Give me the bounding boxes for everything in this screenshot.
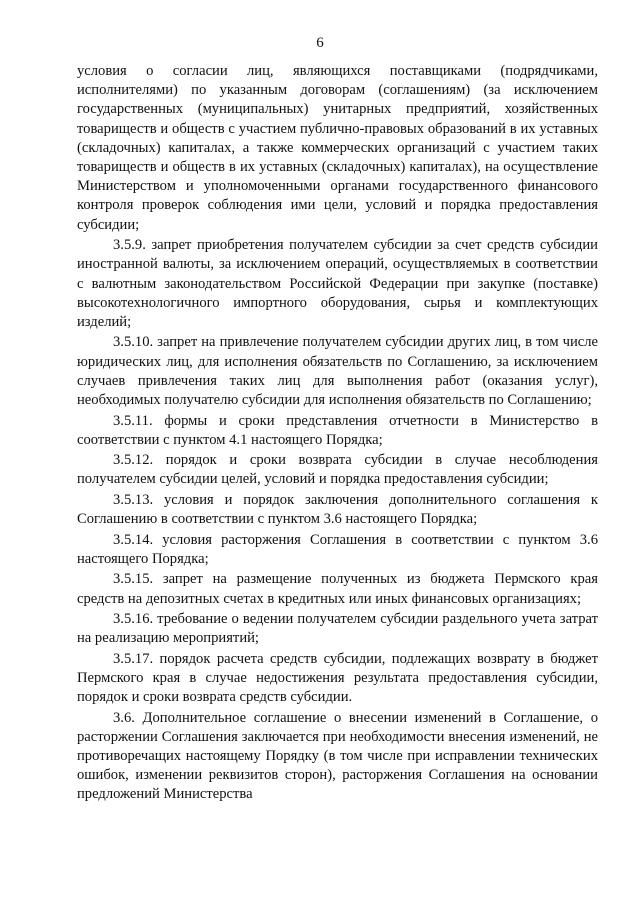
- paragraph-3-5-15: 3.5.15. запрет на размещение полученных из бюджета Пермского края средств на депозитных счетах в кредитных или иных финансовых организациях;: [77, 571, 598, 607]
- paragraph-continuation: условия о согласии лиц, являющихся поставщиками (подрядчиками, исполнителями) по указанным договорам (соглашениям) (за исключением государственных (муниципальных) унитарных предприятий, хозяйственных товариществ и обществ с участием публично-правовых образований в их уставных (складочных) капиталах, а также коммерческих организаций с участием таких товариществ и обществ в их уставных (складочных) капиталах), на осуществление Министерством и уполномоченными органами государственного финансового контроля проверок соблюдения ими цели, условий и порядка предоставления субсидии;: [77, 63, 598, 233]
- paragraph-3-5-11: 3.5.11. формы и сроки представления отчетности в Министерство в соответствии с пунктом 4.1 настоящего Порядка;: [77, 412, 598, 448]
- paragraph-3-5-10: 3.5.10. запрет на привлечение получателем субсидии других лиц, в том числе юридических лиц, для исполнения обязательств по Соглашению, за исключением случаев привлечения таких лиц для выполнения работ (оказания услуг), необходимых получателю субсидии для исполнения обязательств по Соглашению;: [77, 334, 598, 409]
- paragraph-3-5-12: 3.5.12. порядок и сроки возврата субсидии в случае несоблюдения получателем субсидии целей, условий и порядка предоставления субсидии;: [77, 452, 598, 488]
- paragraph-3-5-14: 3.5.14. условия расторжения Соглашения в соответствии с пунктом 3.6 настоящего Порядка;: [77, 531, 598, 567]
- document-body: [77, 62, 598, 806]
- paragraph-3-5-9: 3.5.9. запрет приобретения получателем субсидии за счет средств субсидии иностранной валюты, за исключением операций, осуществляемых в соответствии с валютным законодательством Российской Федерации при закупке (поставке) высокотехнологичного импортного оборудования, сырья и комплектующих изделий;: [77, 237, 598, 330]
- page-number: 6: [316, 35, 324, 51]
- paragraph-3-5-16: 3.5.16. требование о ведении получателем субсидии раздельного учета затрат на реализацию мероприятий;: [77, 611, 598, 647]
- paragraph-3-5-17: 3.5.17. порядок расчета средств субсидии, подлежащих возврату в бюджет Пермского края в случае недостижения результата предоставления субсидии, порядок и сроки возврата средств субсидии.: [77, 650, 598, 706]
- paragraph-3-5-13: 3.5.13. условия и порядок заключения дополнительного соглашения к Соглашению в соответствии с пунктом 3.6 настоящего Порядка;: [77, 491, 598, 528]
- paragraph-3-6: 3.6. Дополнительное соглашение о внесении изменений в Соглашение, о расторжении Соглашения заключается при необходимости внесения изменений, не противоречащих настоящему Порядку (в том числе при исправлении технических ошибок, изменении реквизитов сторон), расторжения Соглашения на основании предложений Министерства: [77, 709, 598, 803]
